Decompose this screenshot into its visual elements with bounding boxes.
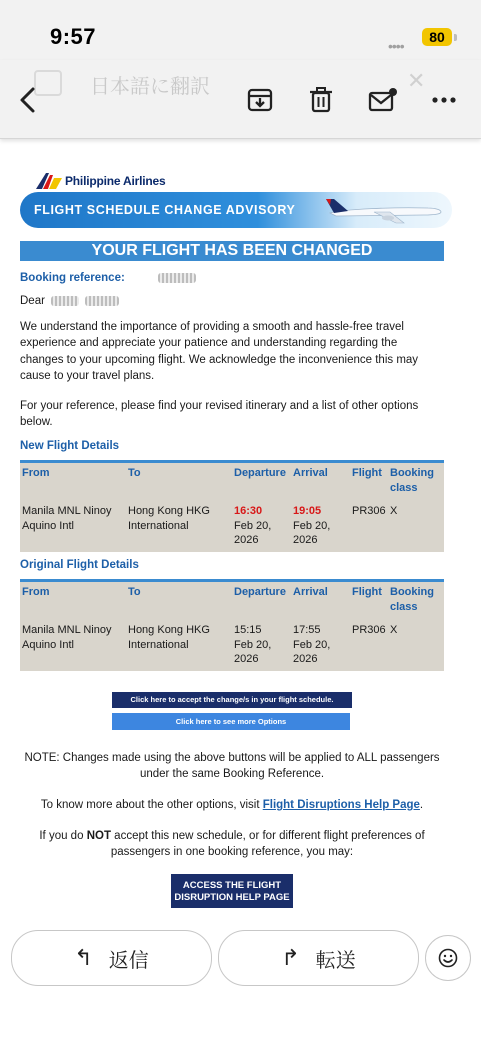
know-more-text [20,797,444,813]
redacted-name [51,296,79,306]
more-button[interactable] [428,84,460,116]
header-from: From [22,586,50,598]
new-class: X [390,505,398,517]
table-header [20,581,444,624]
smiley-icon [438,948,458,968]
orig-dep-date: Feb 20, 2026 [234,638,272,665]
orig-to: Hong Kong HKG International [128,624,210,651]
archive-button[interactable] [244,84,276,116]
advisory-title: FLIGHT SCHEDULE CHANGE ADVISORY [34,203,296,217]
not-accept-text [22,828,442,860]
new-flight-title: New Flight Details [20,440,120,452]
back-arrow-icon [18,86,38,114]
reply-label: 返信 [108,949,149,972]
know-more-label: To know more about the other options, visit [40,799,260,811]
new-arrival [291,504,350,552]
period: . [419,799,424,811]
new-arr-time: 19:05 [293,505,322,517]
orig-from: Manila MNL Ninoy Aquino Intl [22,624,112,651]
orig-arrival [291,623,350,671]
archive-icon [247,87,273,113]
access-help-page-button[interactable]: ACCESS THE FLIGHT DISRUPTION HELP PAGE [171,874,293,908]
new-flight-number: PR306 [352,505,386,517]
emoji-reaction-button[interactable] [425,935,471,981]
airline-logo [36,170,165,192]
close-icon: ✕ [407,68,426,93]
original-flight-title: Original Flight Details [20,559,139,571]
airline-name: Philippine Airlines [65,174,166,188]
mark-unread-button[interactable] [367,84,399,116]
new-arr-date: Feb 20, 2026 [293,519,331,546]
orig-departure [232,623,291,671]
new-from: Manila MNL Ninoy Aquino Intl [22,505,112,532]
status-time: 9:57 [50,24,97,49]
advisory-banner [20,192,452,228]
booking-reference-label: Booking reference: [20,272,125,284]
back-button[interactable] [12,84,44,116]
orig-arr-time: 17:55 [293,624,321,636]
new-flight-table [20,460,444,552]
orig-dep-time: 15:15 [234,624,262,636]
if-you-do-text: If you do [39,830,84,842]
orig-flight-number: PR306 [352,624,386,636]
greeting [20,295,119,307]
new-dep-time: 16:30 [234,505,263,517]
header-to: To [128,467,141,479]
header-booking-class: Booking class [390,586,434,613]
header-to: To [128,586,141,598]
redacted-booking-code [158,273,196,283]
table-row [20,623,444,671]
help-page-link[interactable]: Flight Disruptions Help Page [262,799,420,811]
header-flight: Flight [352,467,382,479]
original-flight-table [20,579,444,671]
not-emphasis: NOT [86,830,111,842]
header-flight: Flight [352,586,382,598]
new-to: Hong Kong HKG International [128,505,210,532]
status-bar [0,0,481,60]
header-booking-class: Booking class [390,467,434,494]
header-arrival: Arrival [293,467,328,479]
orig-class: X [390,624,398,636]
header-arrival: Arrival [293,586,328,598]
reply-button[interactable] [11,930,212,986]
intro-paragraph: We understand the importance of providing a smooth and hassle-free travel experience and appreciate your patience and understanding regarding the changes to your upcoming flight. We acknowledge the inconvenience this may cause to your travel plans. [20,321,419,382]
reference-paragraph: For your reference, please find your revised itinerary and a list of other options below. [20,400,419,429]
header-departure: Departure [234,467,286,479]
header-from: From [22,467,50,479]
greeting-dear: Dear [20,295,45,307]
translate-banner-text: 日本語に翻訳 [90,76,210,98]
more-icon [432,96,456,104]
forward-button[interactable] [218,930,419,986]
mail-toolbar [0,60,481,139]
table-row [20,504,444,552]
mark-unread-icon [368,87,398,113]
accept-change-button[interactable]: Click here to accept the change/s in your flight schedule. [112,692,352,708]
airline-logo-icon [36,173,62,189]
delete-button[interactable] [305,84,337,116]
flight-changed-banner: YOUR FLIGHT HAS BEEN CHANGED [20,241,444,261]
battery-icon: 80 [422,28,452,46]
booking-reference [20,272,196,284]
reply-icon: ↰ [74,945,93,970]
forward-label: 転送 [315,949,356,972]
new-dep-date: Feb 20, 2026 [234,519,272,546]
new-departure [232,504,291,552]
redacted-surname [85,296,119,306]
not-accept-rest: accept this new schedule, or for different flight preferences of passengers in one booking reference, you may: [110,830,425,858]
orig-arr-date: Feb 20, 2026 [293,638,331,665]
note-text: NOTE: Changes made using the above buttons will be applied to ALL passengers under the same Booking Reference. [24,752,440,780]
forward-icon: ↱ [281,945,300,970]
table-header [20,462,444,505]
header-departure: Departure [234,586,286,598]
more-options-button[interactable]: Click here to see more Options [112,713,350,730]
airplane-icon [324,195,444,225]
signal-icon: •••• [388,38,404,54]
battery-tip [454,34,457,41]
trash-icon [309,87,333,113]
